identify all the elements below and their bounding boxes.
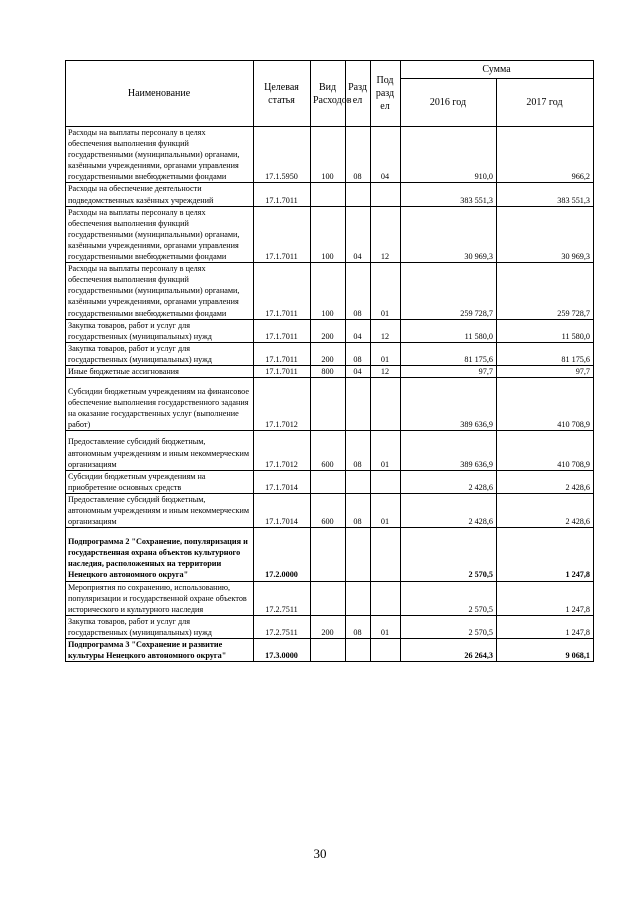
row-2016: 11 580,0 [401, 319, 497, 342]
row-kind [311, 470, 346, 493]
row-subsection [371, 378, 401, 431]
row-2017: 1 247,8 [497, 528, 594, 581]
row-kind [311, 378, 346, 431]
row-section: 04 [346, 365, 371, 377]
row-2016: 910,0 [401, 127, 497, 183]
row-section: 04 [346, 319, 371, 342]
row-kind: 600 [311, 431, 346, 470]
row-2017: 966,2 [497, 127, 594, 183]
row-2017: 1 247,8 [497, 581, 594, 615]
header-sum: Сумма [401, 61, 594, 79]
row-name: Закупка товаров, работ и услуг для государственных (муниципальных) нужд [66, 615, 254, 638]
row-section: 08 [346, 493, 371, 527]
row-target: 17.1.7014 [254, 493, 311, 527]
row-target: 17.1.7012 [254, 378, 311, 431]
row-section [346, 378, 371, 431]
row-2016: 26 264,3 [401, 639, 497, 662]
row-kind: 100 [311, 206, 346, 262]
row-subsection: 12 [371, 365, 401, 377]
table-row [66, 431, 594, 470]
row-subsection [371, 528, 401, 581]
row-subsection [371, 470, 401, 493]
row-target: 17.2.7511 [254, 615, 311, 638]
row-target: 17.2.7511 [254, 581, 311, 615]
row-subsection: 01 [371, 263, 401, 319]
row-target: 17.1.7011 [254, 365, 311, 377]
table-row [66, 263, 594, 319]
row-name: Расходы на обеспечение деятельности подведомственных казённых учреждений [66, 183, 254, 206]
row-2017: 9 068,1 [497, 639, 594, 662]
row-2017: 1 247,8 [497, 615, 594, 638]
row-kind: 100 [311, 263, 346, 319]
row-2017: 11 580,0 [497, 319, 594, 342]
table-row [66, 378, 594, 431]
row-2017: 410 708,9 [497, 431, 594, 470]
header-year-2016: 2016 год [401, 79, 497, 127]
table-row [66, 493, 594, 527]
row-name: Предоставление субсидий бюджетным, автономным учреждениям и иным некоммерческим организациям [66, 431, 254, 470]
row-section: 04 [346, 206, 371, 262]
row-kind [311, 528, 346, 581]
table-row [66, 615, 594, 638]
row-target: 17.1.7011 [254, 342, 311, 365]
table-row [66, 342, 594, 365]
row-kind: 100 [311, 127, 346, 183]
row-section [346, 470, 371, 493]
header-kind: Вид Расходов [311, 61, 346, 127]
row-subsection: 12 [371, 206, 401, 262]
row-2016: 383 551,3 [401, 183, 497, 206]
row-target: 17.1.7011 [254, 319, 311, 342]
row-2017: 259 728,7 [497, 263, 594, 319]
row-kind: 200 [311, 319, 346, 342]
row-name: Иные бюджетные ассигнования [66, 365, 254, 377]
row-target: 17.2.0000 [254, 528, 311, 581]
row-name: Мероприятия по сохранению, использованию, популяризации и государственной охране объектов исторического и культурного наследия [66, 581, 254, 615]
row-2016: 2 570,5 [401, 581, 497, 615]
budget-table [65, 60, 594, 662]
row-subsection: 04 [371, 127, 401, 183]
row-name: Закупка товаров, работ и услуг для государственных (муниципальных) нужд [66, 342, 254, 365]
row-subsection: 12 [371, 319, 401, 342]
row-name: Расходы на выплаты персоналу в целях обеспечения выполнения функций государственными (муниципальными) органами, казёнными учреждениями, органами управления государственными внебюджетными фондами [66, 263, 254, 319]
row-2016: 389 636,9 [401, 431, 497, 470]
row-target: 17.1.7011 [254, 183, 311, 206]
row-2016: 389 636,9 [401, 378, 497, 431]
row-subsection: 01 [371, 615, 401, 638]
row-target: 17.1.7014 [254, 470, 311, 493]
row-2016: 2 570,5 [401, 615, 497, 638]
row-kind: 200 [311, 615, 346, 638]
row-name: Подпрограмма 2 "Сохранение, популяризация и государственная охрана объектов культурного наследия, расположенных на территории Ненецкого автономного округа" [66, 528, 254, 581]
row-2016: 97,7 [401, 365, 497, 377]
table-row [66, 319, 594, 342]
header-subsection: Под разд ел [371, 61, 401, 127]
row-name: Субсидии бюджетным учреждениям на приобретение основных средств [66, 470, 254, 493]
row-target: 17.1.7012 [254, 431, 311, 470]
row-2017: 410 708,9 [497, 378, 594, 431]
row-target: 17.3.0000 [254, 639, 311, 662]
row-name: Подпрограмма 3 "Сохранение и развитие культуры Ненецкого автономного округа" [66, 639, 254, 662]
row-section [346, 581, 371, 615]
row-subsection: 01 [371, 431, 401, 470]
row-2017: 2 428,6 [497, 493, 594, 527]
table-row [66, 365, 594, 377]
row-kind: 800 [311, 365, 346, 377]
row-target: 17.1.7011 [254, 263, 311, 319]
row-2016: 30 969,3 [401, 206, 497, 262]
header-target: Целевая статья [254, 61, 311, 127]
row-target: 17.1.7011 [254, 206, 311, 262]
row-section [346, 528, 371, 581]
row-2016: 2 428,6 [401, 493, 497, 527]
row-section: 08 [346, 127, 371, 183]
row-section [346, 639, 371, 662]
row-name: Субсидии бюджетным учреждениям на финансовое обеспечение выполнения государственного задания на оказание государственных услуг (выполнение работ) [66, 378, 254, 431]
row-section: 08 [346, 431, 371, 470]
row-section: 08 [346, 615, 371, 638]
table-row [66, 581, 594, 615]
row-subsection [371, 639, 401, 662]
row-section: 08 [346, 342, 371, 365]
row-kind: 200 [311, 342, 346, 365]
row-kind [311, 639, 346, 662]
table-row [66, 206, 594, 262]
header-section: Разд ел [346, 61, 371, 127]
row-2016: 259 728,7 [401, 263, 497, 319]
table-row [66, 470, 594, 493]
row-2016: 81 175,6 [401, 342, 497, 365]
row-target: 17.1.5950 [254, 127, 311, 183]
table-row [66, 183, 594, 206]
row-2017: 97,7 [497, 365, 594, 377]
row-2016: 2 428,6 [401, 470, 497, 493]
row-2016: 2 570,5 [401, 528, 497, 581]
table-row [66, 528, 594, 581]
row-name: Предоставление субсидий бюджетным, автономным учреждениям и иным некоммерческим организациям [66, 493, 254, 527]
row-name: Закупка товаров, работ и услуг для государственных (муниципальных) нужд [66, 319, 254, 342]
row-2017: 30 969,3 [497, 206, 594, 262]
row-kind [311, 581, 346, 615]
row-subsection [371, 183, 401, 206]
row-2017: 383 551,3 [497, 183, 594, 206]
table-row [66, 127, 594, 183]
row-name: Расходы на выплаты персоналу в целях обеспечения выполнения функций государственными (муниципальными) органами, казёнными учреждениями, органами управления государственными внебюджетными фондами [66, 206, 254, 262]
header-name: Наименование [66, 61, 254, 127]
row-subsection [371, 581, 401, 615]
row-2017: 81 175,6 [497, 342, 594, 365]
row-kind [311, 183, 346, 206]
row-section [346, 183, 371, 206]
row-kind: 600 [311, 493, 346, 527]
page-number: 30 [313, 846, 327, 861]
row-name: Расходы на выплаты персоналу в целях обеспечения выполнения функций государственными (муниципальными) органами, казёнными учреждениями, органами управления государственными внебюджетными фондами [66, 127, 254, 183]
row-2017: 2 428,6 [497, 470, 594, 493]
header-year-2017: 2017 год [497, 79, 594, 127]
row-section: 08 [346, 263, 371, 319]
row-subsection: 01 [371, 493, 401, 527]
row-subsection: 01 [371, 342, 401, 365]
table-row [66, 639, 594, 662]
